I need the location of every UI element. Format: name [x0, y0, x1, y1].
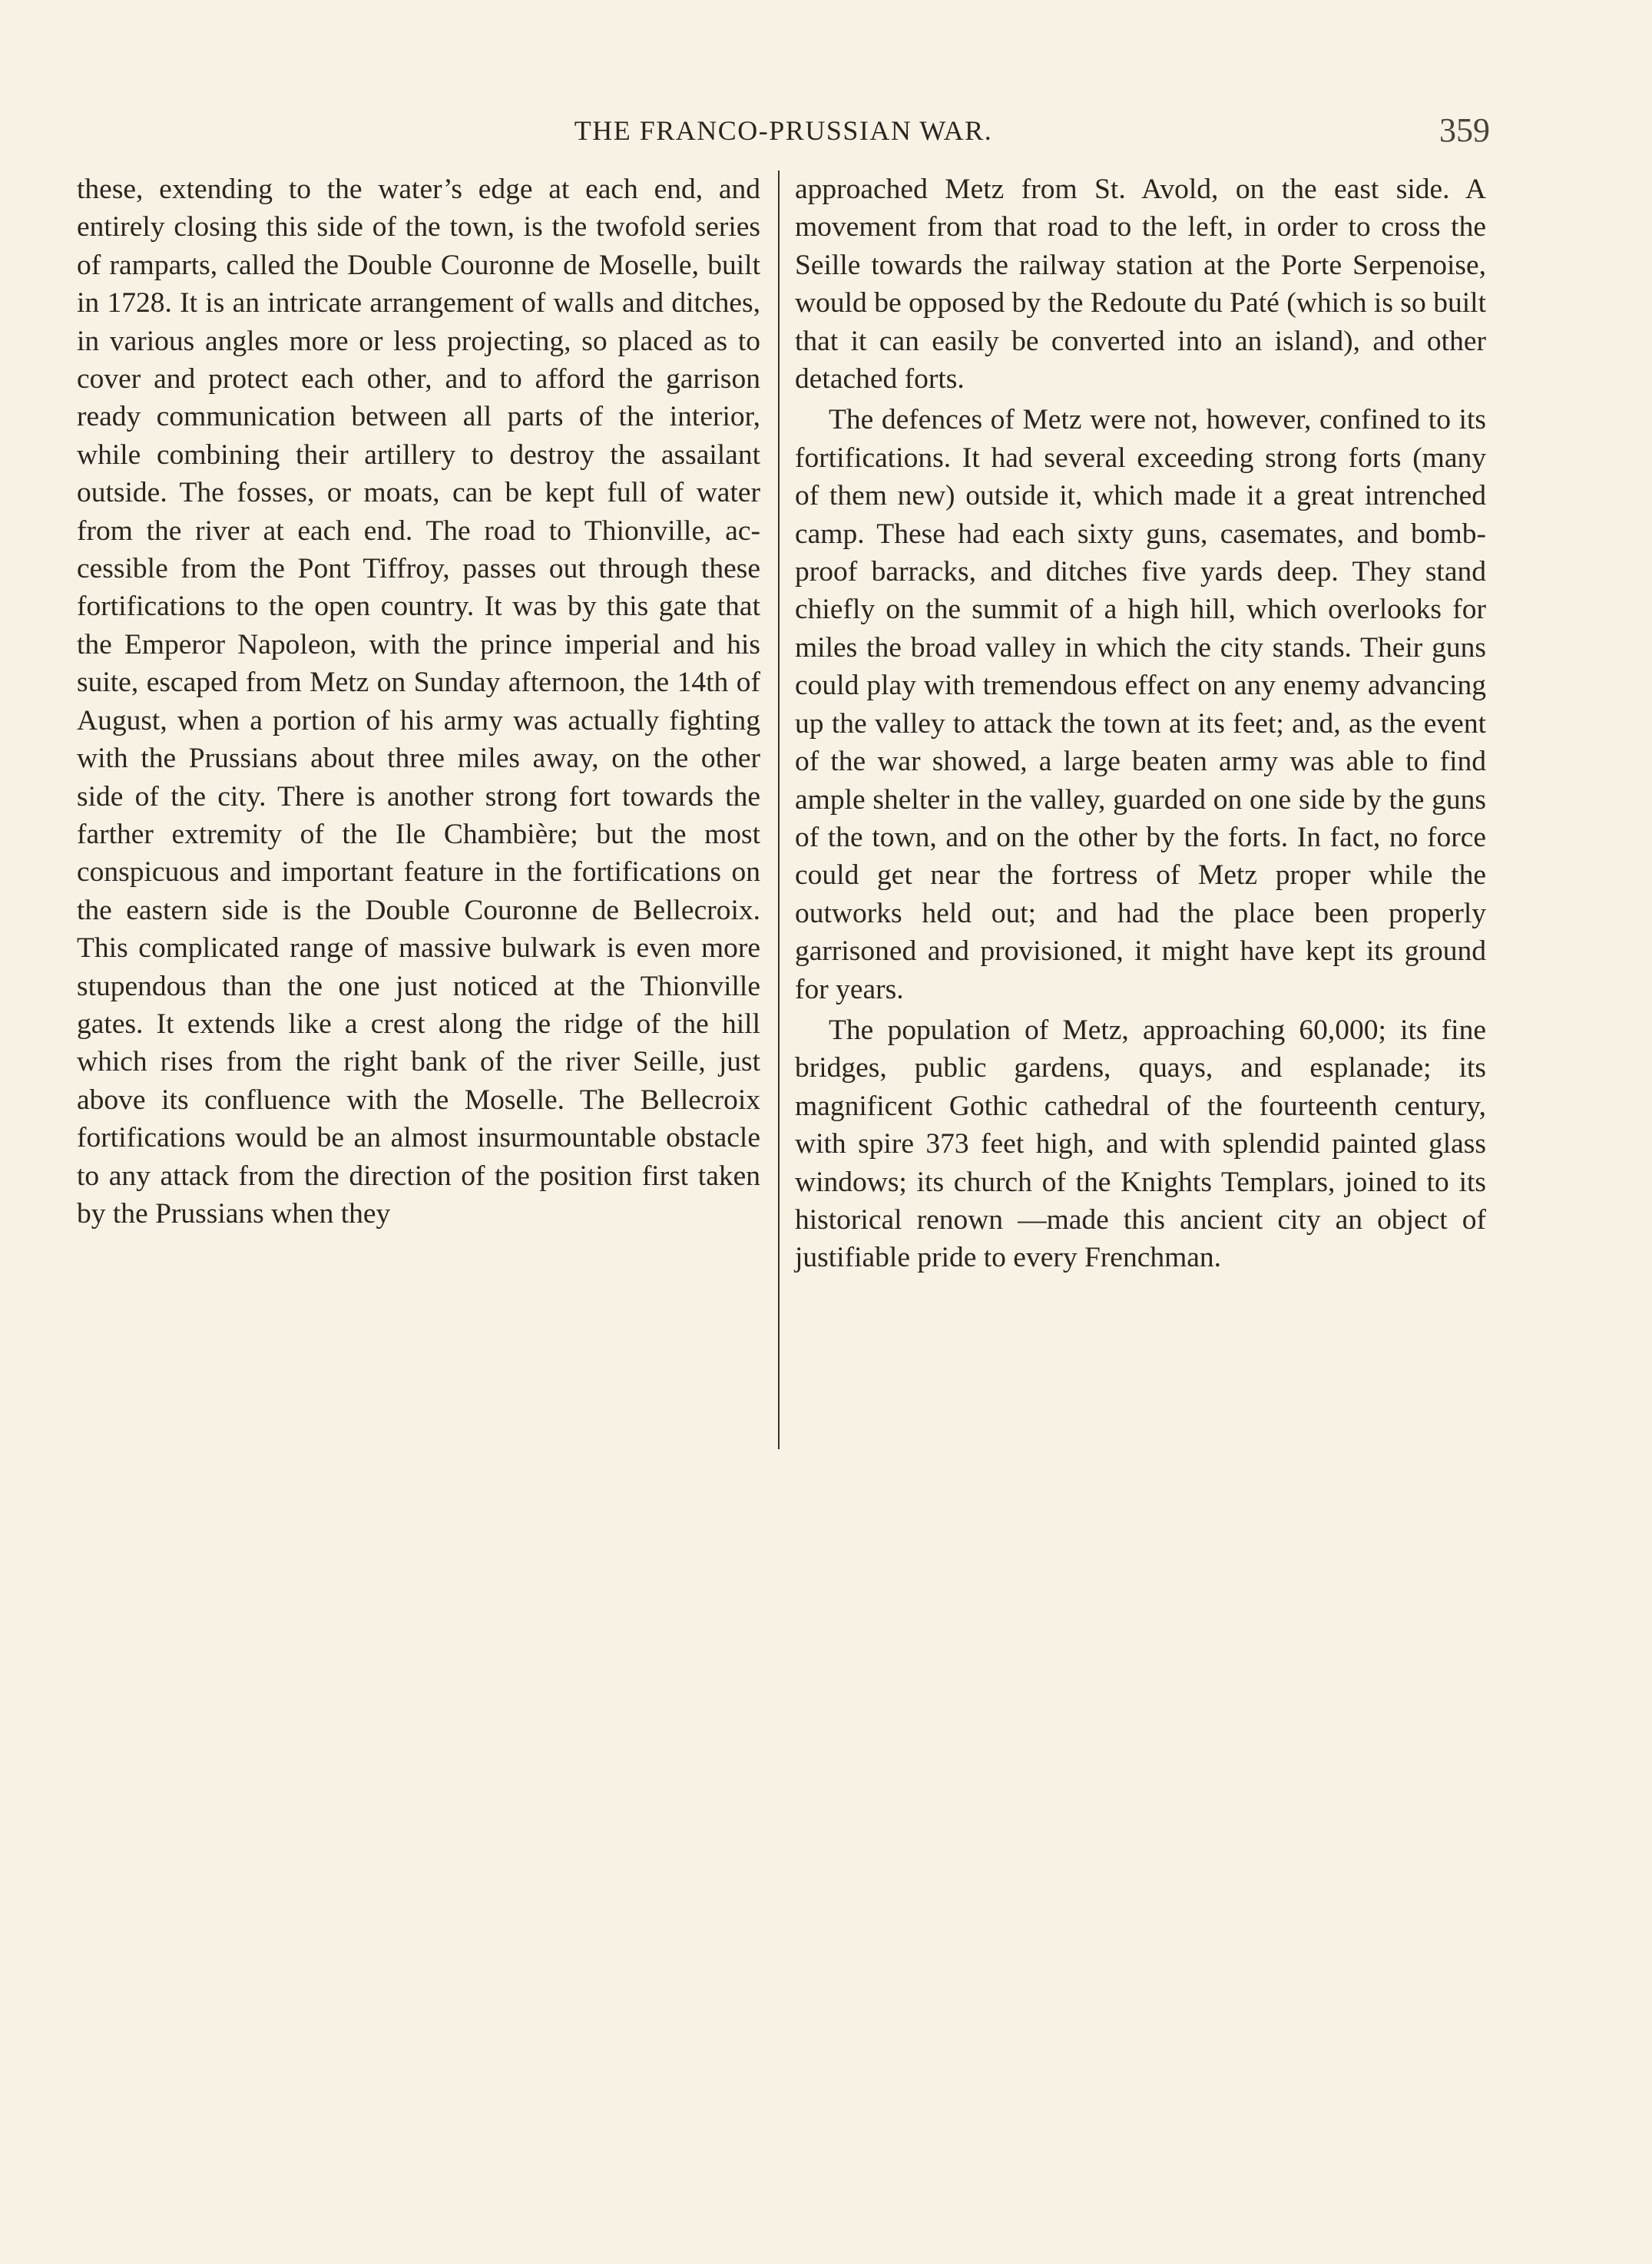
right-column: [795, 170, 1486, 1277]
paragraph: approached Metz from St. Avold, on the east side. A movement from that road to the left, in order to cross the Seille towards the railway station at the Porte Serpenoise, would be opposed by the Redoute du Paté (which is so built that it can easily be converted into an island), and other detached forts.: [795, 174, 1486, 396]
paragraph: The defences of Metz were not, however, confined to its fortifications. It had several exceeding strong forts (many of them new) outside it, which made it a great intrenched camp. These had each sixty guns, casemates, and bomb-proof barracks, and ditches five yards deep. They stand chiefly on the summit of a high hill, which overlooks for miles the broad valley in which the city stands. Their guns could play with tremendous effect on any enemy advancing up the valley to attack the town at its feet; and, as the event of the war showed, a large beaten army was able to find ample shelter in the valley, guarded on one side by the guns of the town, and on the other by the forts. In fact, no force could get near the fortress of Metz proper while the outworks held out; and had the place been properly garrisoned and provisioned, it might have kept its ground for years.: [795, 404, 1486, 1005]
column-divider: [778, 170, 780, 1449]
page-number: 359: [1439, 111, 1490, 149]
left-column: [77, 170, 760, 1233]
paragraph: The population of Metz, approaching 60,000; its fine bridges, public gardens, quays, and esplanade; its magnificent Gothic cathedral of the fourteenth century, with spire 373 feet high, and with splendid painted glass windows; its church of the Knights Templars, joined to its historical renown —made this ancient city an object of justifiable pride to every Frenchman.: [795, 1014, 1486, 1274]
page-header: [77, 108, 1490, 154]
paragraph: these, extending to the water’s edge at each end, and entirely closing this side of the town, is the twofold series of ramparts, called the Double Couronne de Moselle, built in 1728. It is an intricate arrangement of walls and ditches, in various angles more or less projecting, so placed as to cover and protect each other, and to afford the garrison ready communication between all parts of the interior, while combining their artillery to destroy the assailant outside. The fosses, or moats, can be kept full of water from the river at each end. The road to Thionville, accessible from the Pont Tiffroy, passes out through these fortifications to the open country. It was by this gate that the Emperor Napoleon, with the prince imperial and his suite, escaped from Metz on Sunday afternoon, the 14th of August, when a portion of his army was actually fighting with the Prussians about three miles away, on the other side of the city. There is another strong fort towards the farther extremity of the Ile Chambière; but the most conspicuous and important feature in the fortifications on the eastern side is the Double Couronne de Bellecroix. This complicated range of massive bulwark is even more stupendous than the one just noticed at the Thionville gates. It extends like a crest along the ridge of the hill which rises from the right bank of the river Seille, just above its confluence with the Moselle. The Bellecroix fortifications would be an almost insurmountable obstacle to any attack from the direction of the position first taken by the Prussians when they: [77, 174, 760, 1230]
running-title: THE FRANCO-PRUSSIAN WAR.: [574, 115, 993, 146]
